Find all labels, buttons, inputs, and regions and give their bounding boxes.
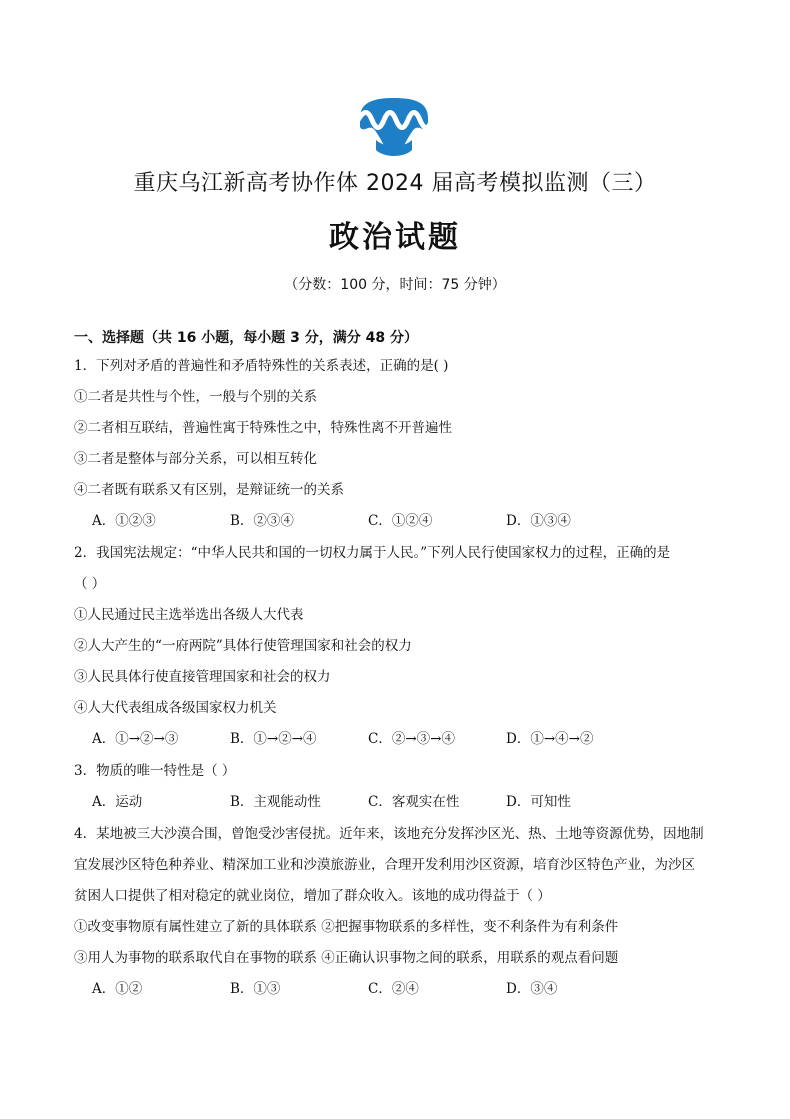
q1-option-c: C．①②④ [368, 513, 433, 529]
q1-option-d: D．①③④ [506, 513, 571, 529]
subject-title: 政治试题 [329, 220, 461, 255]
q3-stem: 3．物质的唯一特性是（ ） [74, 763, 236, 779]
q2-item: ①人民通过民主选举选出各级人大代表 [74, 607, 304, 623]
q1-options [92, 509, 644, 529]
q2-item: ④人大代表组成各级国家权力机关 [74, 700, 277, 716]
q2-stem: 2．我国宪法规定：“中华人民共和国的一切权力属于人民。”下列人民行使国家权力的过程，正确的是 [74, 545, 671, 561]
q2-option-c: C．②→③→④ [368, 731, 455, 747]
q4-option-c: C．②④ [368, 981, 419, 997]
q2-option-b: B．①→②→④ [230, 731, 317, 747]
q3-option-a: A．运动 [92, 794, 143, 810]
q4-stem-cont: 贫困人口提供了相对稳定的就业岗位，增加了群众收入。该地的成功得益于（ ） [74, 888, 551, 904]
q2-item: ②人大产生的“一府两院”具体行使管理国家和社会的权力 [74, 638, 412, 654]
q1-option-a: A．①②③ [92, 513, 156, 529]
q4-stem: 4．某地被三大沙漠合围，曾饱受沙害侵扰。近年来，该地充分发挥沙区光、热、土地等资源优势，因地制 [74, 826, 704, 842]
q2-stem-cont: （ ） [74, 576, 106, 592]
q1-item: ②二者相互联结，普遍性寓于特殊性之中，特殊性离不开普遍性 [74, 420, 452, 436]
q4-stem-cont: 宜发展沙区特色种养业、精深加工业和沙漠旅游业，合理开发利用沙区资源，培育沙区特色产业，为沙区 [74, 857, 695, 873]
q2-option-a: A．①→②→③ [92, 731, 179, 747]
q3-option-d: D．可知性 [506, 794, 571, 810]
section-heading: 一、选择题（共 16 小题，每小题 3 分，满分 48 分） [74, 330, 418, 346]
q1-item: ④二者既有联系又有区别，是辩证统一的关系 [74, 482, 344, 498]
q2-option-d: D．①→④→② [506, 731, 594, 747]
q3-option-c: C．客观实在性 [368, 794, 460, 810]
q1-item: ③二者是整体与部分关系，可以相互转化 [74, 451, 317, 467]
q4-items: ③用人为事物的联系取代自在事物的联系 ④正确认识事物之间的联系，用联系的观点看问题 [74, 950, 619, 966]
wave-logo-icon [354, 96, 434, 158]
q1-item: ①二者是共性与个性，一般与个别的关系 [74, 389, 317, 405]
q4-option-d: D．③④ [506, 981, 558, 997]
q4-items: ①改变事物原有属性建立了新的具体联系 ②把握事物联系的多样性，变不利条件为有利条件 [74, 919, 619, 935]
q3-options [92, 790, 644, 810]
q1-stem: 1．下列对矛盾的普遍性和矛盾特殊性的关系表述，正确的是( ) [74, 358, 449, 374]
q3-option-b: B．主观能动性 [230, 794, 321, 810]
q2-item: ③人民具体行使直接管理国家和社会的权力 [74, 669, 331, 685]
exam-meta: （分数：100 分，时间：75 分钟） [284, 277, 506, 293]
q4-option-a: A．①② [92, 981, 143, 997]
q4-option-b: B．①③ [230, 981, 281, 997]
q2-options [92, 727, 644, 747]
exam-title: 重庆乌江新高考协作体 2024 届高考模拟监测（三） [133, 171, 657, 196]
q1-option-b: B．②③④ [230, 513, 294, 529]
q4-options [92, 977, 644, 997]
